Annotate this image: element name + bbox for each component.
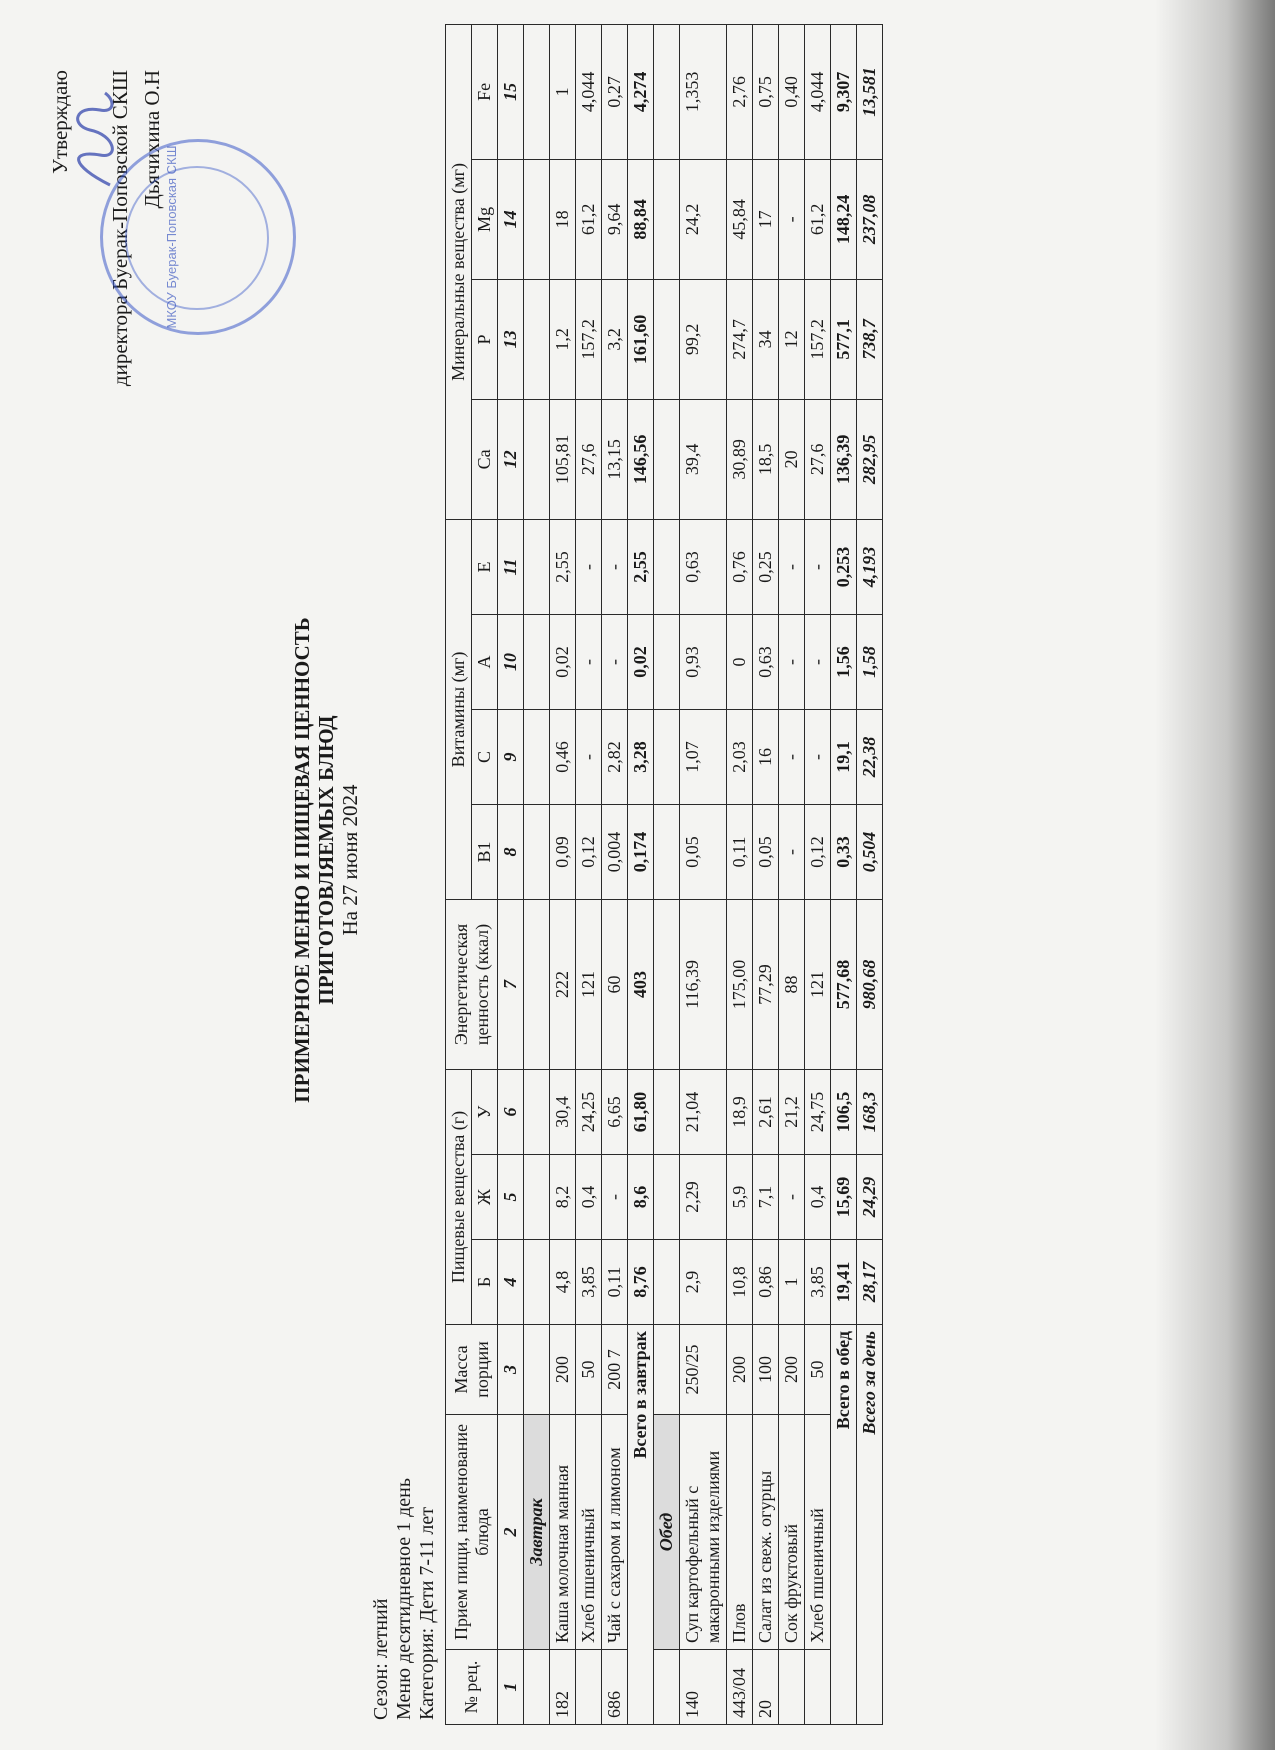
table-cell: - xyxy=(779,159,805,279)
section-empty xyxy=(654,1155,680,1240)
breakfast-total xyxy=(628,24,654,1724)
table-cell: 2,76 xyxy=(727,24,753,159)
total-cell: 161,60 xyxy=(628,279,654,399)
table-cell: - xyxy=(779,709,805,804)
col-vitamins-header: Витамины (мг) xyxy=(446,519,472,899)
col-minerals-header: Минеральные вещества (мг) xyxy=(446,24,472,519)
section-empty xyxy=(654,899,680,1069)
season-text: Сезон: летний xyxy=(370,1598,392,1720)
total-cell: 8,6 xyxy=(628,1155,654,1240)
column-number-2: 2 xyxy=(498,1415,524,1650)
table-cell: - xyxy=(779,1155,805,1240)
subheader-4: C xyxy=(472,709,498,804)
table-cell: 121 xyxy=(576,899,602,1069)
table-cell: - xyxy=(805,614,831,709)
table-cell: 0,05 xyxy=(680,804,727,899)
table-cell: 3,85 xyxy=(576,1240,602,1325)
section-lunch xyxy=(654,24,680,1724)
column-number-13: 13 xyxy=(498,279,524,399)
column-number-12: 12 xyxy=(498,399,524,519)
table-cell: Чай с сахаром и лимоном xyxy=(602,1415,628,1650)
table-row xyxy=(779,24,805,1724)
table-row xyxy=(753,24,779,1724)
table-cell: 200 7 xyxy=(602,1325,628,1415)
signature xyxy=(60,85,130,195)
lunch-total-label: Всего в обед xyxy=(831,1325,857,1725)
total-cell: 106,5 xyxy=(831,1069,857,1154)
section-empty xyxy=(524,279,550,399)
table-cell: 27,6 xyxy=(805,399,831,519)
breakfast-total-label: Всего в завтрак xyxy=(628,1325,654,1725)
header-row xyxy=(446,24,472,1724)
total-cell: 61,80 xyxy=(628,1069,654,1154)
total-cell: 22,38 xyxy=(857,709,883,804)
title-date: На 27 июня 2024 xyxy=(338,784,362,936)
subheader-6: E xyxy=(472,519,498,614)
table-cell: 6,65 xyxy=(602,1069,628,1154)
total-cell: 15,69 xyxy=(831,1155,857,1240)
table-cell: - xyxy=(576,519,602,614)
total-cell: 148,24 xyxy=(831,159,857,279)
table-row xyxy=(805,24,831,1724)
subheader-10: Fe xyxy=(472,24,498,159)
section-empty xyxy=(654,519,680,614)
table-cell: 0,11 xyxy=(602,1240,628,1325)
day-total-label: Всего за день xyxy=(857,1325,883,1725)
table-cell: 10,8 xyxy=(727,1240,753,1325)
table-cell: 200 xyxy=(550,1325,576,1415)
section-empty xyxy=(654,399,680,519)
table-row xyxy=(727,24,753,1724)
section-empty xyxy=(524,399,550,519)
table-cell: 99,2 xyxy=(680,279,727,399)
section-empty xyxy=(654,1069,680,1154)
table-cell: 121 xyxy=(805,899,831,1069)
table-cell: 0,93 xyxy=(680,614,727,709)
table-cell: 2,03 xyxy=(727,709,753,804)
table-cell: 140 xyxy=(680,1650,727,1725)
total-cell: 19,1 xyxy=(831,709,857,804)
section-empty xyxy=(524,1155,550,1240)
section-empty xyxy=(524,159,550,279)
table-row xyxy=(602,24,628,1724)
table-cell: 45,84 xyxy=(727,159,753,279)
table-cell: 27,6 xyxy=(576,399,602,519)
total-cell: 8,76 xyxy=(628,1240,654,1325)
approval-position: директора Буерак-Поповской СКШ xyxy=(108,70,132,387)
table-cell: 21,2 xyxy=(779,1069,805,1154)
table-cell: 18,9 xyxy=(727,1069,753,1154)
section-label: Завтрак xyxy=(524,1415,550,1650)
table-cell: 9,64 xyxy=(602,159,628,279)
category-text: Категория: Дети 7-11 лет xyxy=(416,1507,438,1720)
table-cell: 34 xyxy=(753,279,779,399)
table-cell: 50 xyxy=(576,1325,602,1415)
table-cell: 0,4 xyxy=(576,1155,602,1240)
table-cell: 18 xyxy=(550,159,576,279)
table-cell: 5,9 xyxy=(727,1155,753,1240)
table-cell: 17 xyxy=(753,159,779,279)
table-cell: 20 xyxy=(779,399,805,519)
section-empty xyxy=(654,614,680,709)
table-cell: 2,55 xyxy=(550,519,576,614)
table-cell: - xyxy=(602,614,628,709)
table-cell: 0,63 xyxy=(680,519,727,614)
table-cell: - xyxy=(805,519,831,614)
total-cell: 13,581 xyxy=(857,24,883,159)
table-cell: 222 xyxy=(550,899,576,1069)
total-cell: 237,08 xyxy=(857,159,883,279)
table-cell: 20 xyxy=(753,1650,779,1725)
subheader-9: Mg xyxy=(472,159,498,279)
day-total xyxy=(857,24,883,1724)
table-cell: - xyxy=(779,804,805,899)
table-cell: Суп картофельный с макаронными изделиями xyxy=(680,1415,727,1650)
total-cell: 738,7 xyxy=(857,279,883,399)
table-cell: 0,25 xyxy=(753,519,779,614)
table-cell: 0,09 xyxy=(550,804,576,899)
section-empty xyxy=(654,709,680,804)
table-cell: 1 xyxy=(779,1240,805,1325)
table-cell: 61,2 xyxy=(576,159,602,279)
total-cell: 3,28 xyxy=(628,709,654,804)
table-cell: Сок фруктовый xyxy=(779,1415,805,1650)
section-empty xyxy=(524,519,550,614)
table-cell: 12 xyxy=(779,279,805,399)
table-cell xyxy=(779,1650,805,1725)
column-number-9: 9 xyxy=(498,709,524,804)
menu-table xyxy=(445,24,883,1725)
title-line-1: ПРИМЕРНОЕ МЕНЮ И ПИЩЕВАЯ ЦЕННОСТЬ xyxy=(290,617,314,1103)
table-cell: 0,05 xyxy=(753,804,779,899)
total-cell: 146,56 xyxy=(628,399,654,519)
table-cell: 0,46 xyxy=(550,709,576,804)
table-cell: 16 xyxy=(753,709,779,804)
table-cell: 157,2 xyxy=(805,279,831,399)
table-cell: 2,9 xyxy=(680,1240,727,1325)
table-cell: 39,4 xyxy=(680,399,727,519)
column-number-14: 14 xyxy=(498,159,524,279)
total-cell: 1,56 xyxy=(831,614,857,709)
subheader-2: У xyxy=(472,1069,498,1154)
total-cell: 577,68 xyxy=(831,899,857,1069)
total-cell: 168,3 xyxy=(857,1069,883,1154)
table-cell: 200 xyxy=(779,1325,805,1415)
total-cell: 24,29 xyxy=(857,1155,883,1240)
table-cell: 182 xyxy=(550,1650,576,1725)
table-cell: 274,7 xyxy=(727,279,753,399)
section-empty xyxy=(524,709,550,804)
column-number-10: 10 xyxy=(498,614,524,709)
table-cell: 0,75 xyxy=(753,24,779,159)
table-cell: 0,63 xyxy=(753,614,779,709)
table-cell: 100 xyxy=(753,1325,779,1415)
column-number-5: 5 xyxy=(498,1155,524,1240)
table-cell: 0,86 xyxy=(753,1240,779,1325)
approval-name: Дьячихина О.Н xyxy=(140,70,164,209)
total-cell: 4,274 xyxy=(628,24,654,159)
total-cell: 19,41 xyxy=(831,1240,857,1325)
subheader-1: Ж xyxy=(472,1155,498,1240)
table-cell: 0,004 xyxy=(602,804,628,899)
table-cell: - xyxy=(576,614,602,709)
total-cell: 28,17 xyxy=(857,1240,883,1325)
total-cell: 0,33 xyxy=(831,804,857,899)
total-cell: 0,504 xyxy=(857,804,883,899)
table-cell xyxy=(576,1650,602,1725)
section-empty xyxy=(654,804,680,899)
section-empty xyxy=(524,1069,550,1154)
table-cell: Хлеб пшеничный xyxy=(576,1415,602,1650)
menu-meta xyxy=(370,1478,439,1720)
total-cell: 4,193 xyxy=(857,519,883,614)
table-cell: 4,044 xyxy=(805,24,831,159)
table-cell: 30,89 xyxy=(727,399,753,519)
table-cell: 3,2 xyxy=(602,279,628,399)
total-cell: 136,39 xyxy=(831,399,857,519)
table-cell: - xyxy=(779,519,805,614)
menu-text: Меню десятидневное 1 день xyxy=(393,1477,415,1720)
table-cell: Каша молочная манная xyxy=(550,1415,576,1650)
table-cell: - xyxy=(602,519,628,614)
column-number-15: 15 xyxy=(498,24,524,159)
section-empty xyxy=(524,1240,550,1325)
table-cell: 3,85 xyxy=(805,1240,831,1325)
table-cell: 0,4 xyxy=(805,1155,831,1240)
total-cell: 88,84 xyxy=(628,159,654,279)
column-number-6: 6 xyxy=(498,1069,524,1154)
section-empty xyxy=(524,24,550,159)
table-cell: 30,4 xyxy=(550,1069,576,1154)
table-cell: 1,2 xyxy=(550,279,576,399)
table-cell: 21,04 xyxy=(680,1069,727,1154)
table-cell: 24,2 xyxy=(680,159,727,279)
document-title xyxy=(290,410,362,1310)
table-cell: 50 xyxy=(805,1325,831,1415)
section-spacer xyxy=(524,1650,550,1725)
approval-word: Утверждаю xyxy=(48,70,72,174)
section-empty xyxy=(524,1325,550,1415)
section-breakfast xyxy=(524,24,550,1724)
col-energy-header: Энергетическая ценность (ккал) xyxy=(446,899,498,1069)
table-cell: 0,76 xyxy=(727,519,753,614)
section-empty xyxy=(654,1240,680,1325)
table-cell: 250/25 xyxy=(680,1325,727,1415)
total-cell: 0,253 xyxy=(831,519,857,614)
table-cell: 443/04 xyxy=(727,1650,753,1725)
lunch-total xyxy=(831,24,857,1724)
section-empty xyxy=(654,159,680,279)
table-cell: 8,2 xyxy=(550,1155,576,1240)
section-spacer xyxy=(654,1650,680,1725)
section-empty xyxy=(524,804,550,899)
section-empty xyxy=(654,1325,680,1415)
title-line-2: ПРИГОТОВЛЯЕМЫХ БЛЮД xyxy=(314,715,338,1005)
section-empty xyxy=(524,614,550,709)
column-number-1: 1 xyxy=(498,1650,524,1725)
table-cell: 0,02 xyxy=(550,614,576,709)
column-number-4: 4 xyxy=(498,1240,524,1325)
table-cell: 200 xyxy=(727,1325,753,1415)
total-cell: 9,307 xyxy=(831,24,857,159)
table-cell: Салат из свеж. огурцы xyxy=(753,1415,779,1650)
table-cell: Хлеб пшеничный xyxy=(805,1415,831,1650)
col-rec-header: № рец. xyxy=(446,1650,498,1725)
section-label: Обед xyxy=(654,1415,680,1650)
column-number-11: 11 xyxy=(498,519,524,614)
table-cell: 1 xyxy=(550,24,576,159)
total-cell: 2,55 xyxy=(628,519,654,614)
table-cell: - xyxy=(805,709,831,804)
col-mass-header: Масса порции xyxy=(446,1325,498,1415)
subheader-5: A xyxy=(472,614,498,709)
table-cell: 18,5 xyxy=(753,399,779,519)
column-number-row xyxy=(498,24,524,1724)
table-cell: 116,39 xyxy=(680,899,727,1069)
table-cell: 7,1 xyxy=(753,1155,779,1240)
table-cell: 1,07 xyxy=(680,709,727,804)
table-cell: 175,00 xyxy=(727,899,753,1069)
table-cell: 24,75 xyxy=(805,1069,831,1154)
table-cell: 105,81 xyxy=(550,399,576,519)
table-cell: 4,044 xyxy=(576,24,602,159)
table-cell: 2,82 xyxy=(602,709,628,804)
table-cell: 24,25 xyxy=(576,1069,602,1154)
table-cell: 0,40 xyxy=(779,24,805,159)
table-cell: 13,15 xyxy=(602,399,628,519)
column-number-3: 3 xyxy=(498,1325,524,1415)
total-cell: 980,68 xyxy=(857,899,883,1069)
subheader-7: Ca xyxy=(472,399,498,519)
col-nutrients-header: Пищевые вещества (г) xyxy=(446,1069,472,1324)
col-meal-header: Прием пищи, наименование блюда xyxy=(446,1415,498,1650)
subheader-0: Б xyxy=(472,1240,498,1325)
total-cell: 403 xyxy=(628,899,654,1069)
table-row xyxy=(550,24,576,1724)
table-cell: 4,8 xyxy=(550,1240,576,1325)
table-cell: 0,11 xyxy=(727,804,753,899)
table-cell: 0,12 xyxy=(805,804,831,899)
table-cell: 157,2 xyxy=(576,279,602,399)
table-cell: 2,29 xyxy=(680,1155,727,1240)
table-cell: 61,2 xyxy=(805,159,831,279)
table-cell: 0,12 xyxy=(576,804,602,899)
table-cell: 60 xyxy=(602,899,628,1069)
total-cell: 577,1 xyxy=(831,279,857,399)
table-cell: 686 xyxy=(602,1650,628,1725)
subheader-3: B1 xyxy=(472,804,498,899)
table-cell: 0,27 xyxy=(602,24,628,159)
table-cell: Плов xyxy=(727,1415,753,1650)
table-cell: 88 xyxy=(779,899,805,1069)
total-cell: 1,58 xyxy=(857,614,883,709)
table-cell: 2,61 xyxy=(753,1069,779,1154)
total-cell: 0,02 xyxy=(628,614,654,709)
table-row xyxy=(680,24,727,1724)
table-cell: - xyxy=(779,614,805,709)
total-cell: 0,174 xyxy=(628,804,654,899)
column-number-7: 7 xyxy=(498,899,524,1069)
table-cell: - xyxy=(576,709,602,804)
section-empty xyxy=(524,899,550,1069)
section-empty xyxy=(654,24,680,159)
table-cell: 0 xyxy=(727,614,753,709)
column-number-8: 8 xyxy=(498,804,524,899)
table-cell: - xyxy=(602,1155,628,1240)
table-cell: 77,29 xyxy=(753,899,779,1069)
table-cell: 1,353 xyxy=(680,24,727,159)
table-row xyxy=(576,24,602,1724)
stamp-text: МКОУ Буерак-Поповская СКШ xyxy=(164,145,179,329)
table-cell xyxy=(805,1650,831,1725)
total-cell: 282,95 xyxy=(857,399,883,519)
subheader-8: P xyxy=(472,279,498,399)
section-empty xyxy=(654,279,680,399)
